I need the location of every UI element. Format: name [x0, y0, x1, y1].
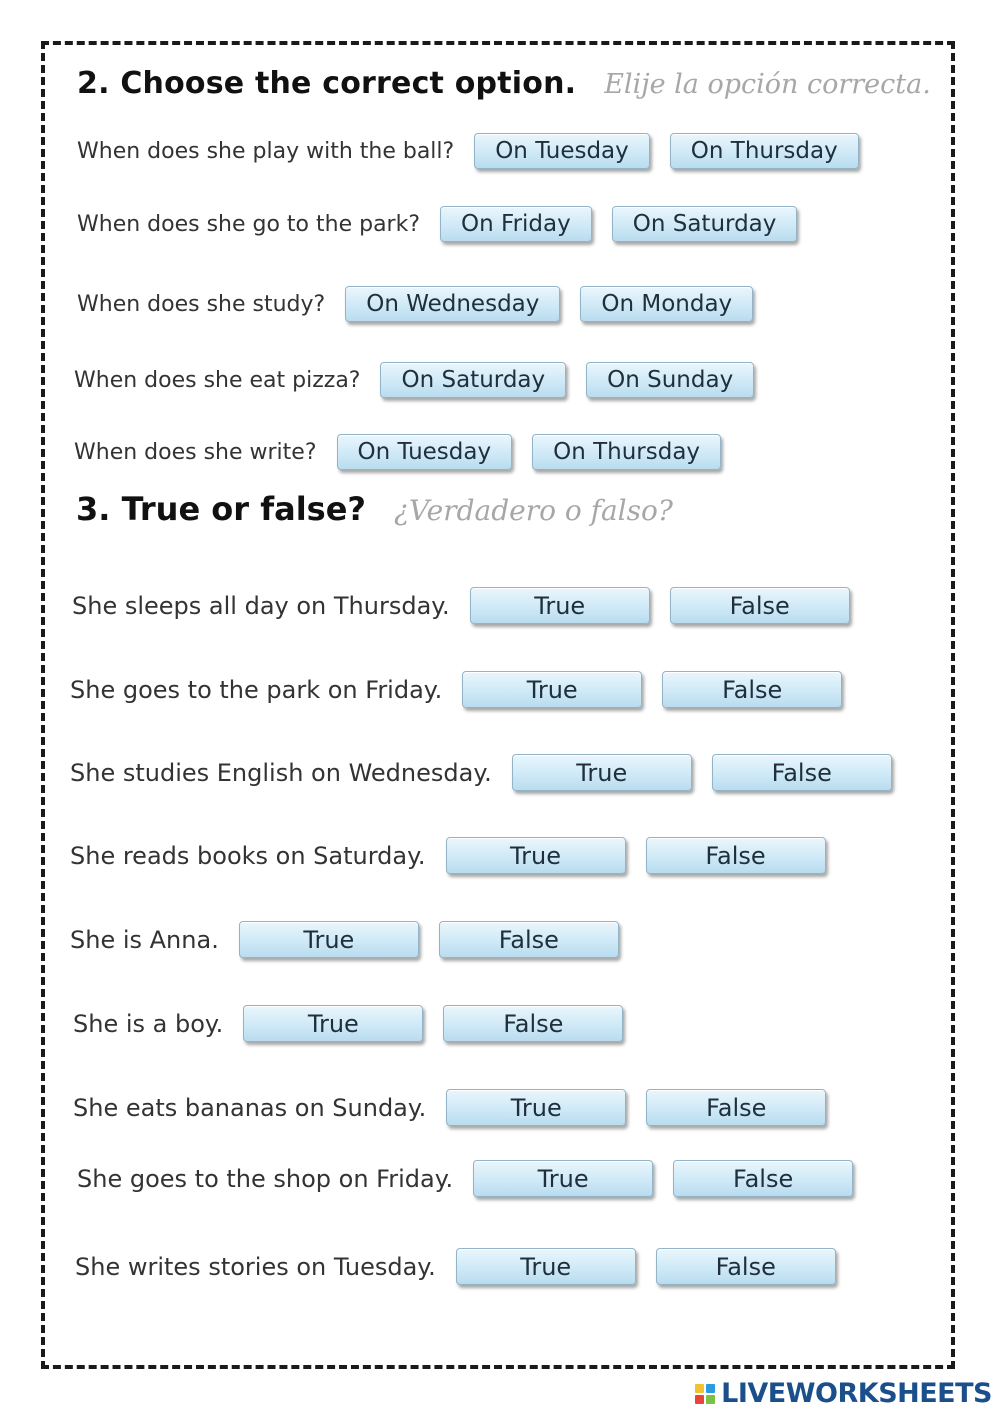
statement-row	[70, 671, 842, 708]
statement-text: She is Anna.	[70, 925, 219, 954]
true-button[interactable]: True	[512, 754, 692, 791]
true-button[interactable]: True	[446, 837, 626, 874]
logo-block	[695, 1395, 704, 1404]
logo-block	[706, 1395, 715, 1404]
statement-text: She eats bananas on Sunday.	[73, 1093, 427, 1122]
statement-text: She sleeps all day on Thursday.	[72, 591, 450, 620]
true-button[interactable]: True	[446, 1089, 626, 1126]
statement-text: She is a boy.	[73, 1009, 224, 1038]
statement-text: She goes to the shop on Friday.	[77, 1164, 454, 1193]
section-2-subtitle: Elije la opción correcta.	[604, 69, 931, 100]
question-row	[74, 362, 754, 398]
option-button[interactable]: On Saturday	[612, 206, 798, 242]
statement-row	[73, 1005, 623, 1042]
question-row	[77, 133, 859, 169]
false-button[interactable]: False	[662, 671, 842, 708]
false-button[interactable]: False	[670, 587, 850, 624]
false-button[interactable]: False	[673, 1160, 853, 1197]
statement-row	[72, 587, 850, 624]
option-button[interactable]: On Friday	[440, 206, 592, 242]
false-button[interactable]: False	[656, 1248, 836, 1285]
statement-row	[73, 1089, 826, 1126]
statement-text: She studies English on Wednesday.	[70, 758, 492, 787]
option-button[interactable]: On Tuesday	[337, 434, 513, 470]
option-button[interactable]: On Wednesday	[345, 286, 560, 322]
question-text: When does she go to the park?	[77, 211, 421, 237]
logo-text: LIVEWORKSHEETS	[721, 1378, 992, 1409]
statement-text: She goes to the park on Friday.	[70, 675, 443, 704]
section-3-heading	[76, 490, 673, 528]
statement-row	[75, 1248, 836, 1285]
false-button[interactable]: False	[646, 837, 826, 874]
true-button[interactable]: True	[473, 1160, 653, 1197]
logo-blocks-icon	[695, 1384, 715, 1404]
question-row	[77, 206, 797, 242]
question-row	[77, 286, 753, 322]
section-2-heading	[77, 66, 931, 101]
question-text: When does she study?	[77, 291, 326, 317]
false-button[interactable]: False	[439, 921, 619, 958]
question-text: When does she eat pizza?	[74, 367, 361, 393]
false-button[interactable]: False	[646, 1089, 826, 1126]
logo-block	[695, 1384, 704, 1393]
true-button[interactable]: True	[239, 921, 419, 958]
section-2-title: 2. Choose the correct option.	[77, 66, 577, 101]
true-button[interactable]: True	[470, 587, 650, 624]
true-button[interactable]: True	[456, 1248, 636, 1285]
question-text: When does she write?	[74, 439, 317, 465]
false-button[interactable]: False	[712, 754, 892, 791]
question-text: When does she play with the ball?	[77, 138, 455, 164]
false-button[interactable]: False	[443, 1005, 623, 1042]
option-button[interactable]: On Tuesday	[474, 133, 650, 169]
statement-row	[70, 754, 892, 791]
option-button[interactable]: On Monday	[580, 286, 753, 322]
option-button[interactable]: On Thursday	[670, 133, 859, 169]
statement-text: She writes stories on Tuesday.	[75, 1252, 436, 1281]
statement-row	[70, 837, 826, 874]
option-button[interactable]: On Thursday	[532, 434, 721, 470]
statement-row	[70, 921, 619, 958]
true-button[interactable]: True	[243, 1005, 423, 1042]
section-3-title: 3. True or false?	[76, 490, 366, 528]
true-button[interactable]: True	[462, 671, 642, 708]
section-3-subtitle: ¿Verdadero o falso?	[393, 494, 673, 527]
statement-row	[77, 1160, 853, 1197]
statement-text: She reads books on Saturday.	[70, 841, 426, 870]
option-button[interactable]: On Saturday	[380, 362, 566, 398]
logo-block	[706, 1384, 715, 1393]
question-row	[74, 434, 721, 470]
liveworksheets-logo	[695, 1378, 992, 1409]
option-button[interactable]: On Sunday	[586, 362, 754, 398]
